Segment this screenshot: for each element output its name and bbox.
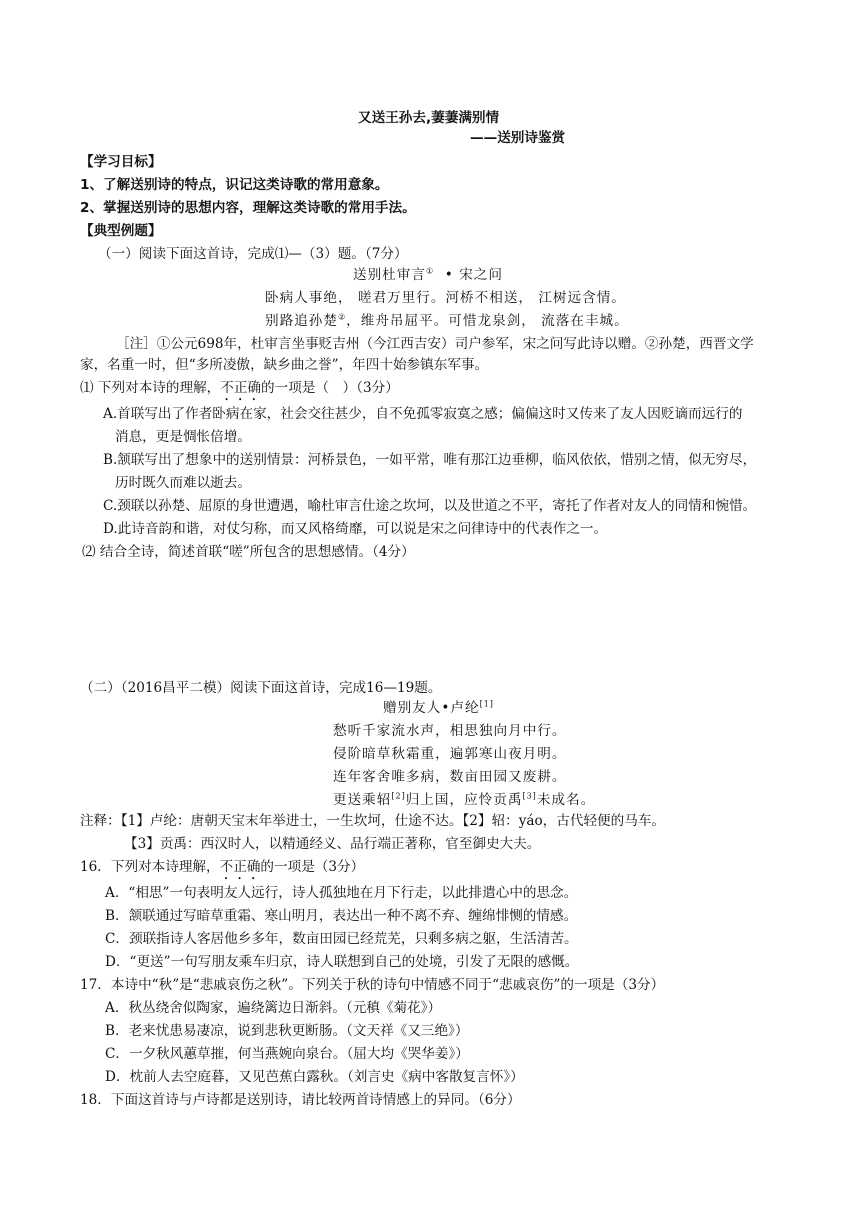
part1-poem-line-2: 别路追孙楚②，维舟吊屈平。可惜龙泉剑， 流落在丰城。 — [265, 312, 629, 329]
q1-option-a: A.首联写出了作者卧病在家，社会交往甚少，自不免孤零寂寞之感；偏偏这时又传来了友人因贬谪而远行的 — [103, 406, 743, 422]
part1-note-2: 家，名重一时，但“多所凌傲，缺乡曲之誉”，年四十始参镇东军事。 — [80, 357, 489, 373]
question-18: 18．下面这首诗与卢诗都是送别诗，请比较两首诗情感上的异同。（6分） — [80, 1092, 521, 1108]
q16-option-a: A．“相思”一句表明友人远行，诗人孤独地在月下行走，以此排遣心中的思念。 — [105, 885, 578, 901]
q16-option-d: D．“更送”一句写朋友乘车归京，诗人联想到自己的处境，引发了无限的感慨。 — [105, 954, 579, 970]
q17-option-c: C．一夕秋风蕙草摧，何当燕婉向泉台。（屈大均《哭华姜》） — [105, 1046, 469, 1062]
goal-item-1: 1、了解送别诗的特点，识记这类诗歌的常用意象。 — [80, 177, 389, 193]
page-subtitle: ——送别诗鉴赏 — [470, 130, 566, 146]
part2-note-2: 【3】贡禹：西汉时人，以精通经义、品行端正著称，官至御史大夫。 — [124, 836, 541, 852]
q16-option-c: C．颈联指诗人客居他乡多年，数亩田园已经荒芜，只剩多病之躯，生活清苦。 — [105, 931, 578, 947]
question-1: ⑴ 下列对本诗的理解，不正确的一项是（ ）（3分） — [80, 380, 399, 396]
part1-intro: （一）阅读下面这首诗，完成⑴—（3）题。（7分） — [98, 246, 408, 262]
part2-poem-title: 赠别友人•卢纶[1] — [383, 699, 494, 716]
q1-option-d: D.此诗音韵和谐，对仗匀称，而又风格绮靡，可以说是宋之问律诗中的代表作之一。 — [103, 521, 608, 537]
part2-intro: （二）（2016昌平二模）阅读下面这首诗，完成16—19题。 — [80, 680, 442, 696]
examples-heading: 【典型例题】 — [80, 223, 162, 239]
question-16: 16．下列对本诗理解，不正确的一项是（3分） — [80, 859, 365, 875]
q1-option-a-cont: 消息，更是惆怅倍增。 — [115, 429, 251, 445]
part1-poem-line-1: 卧病人事绝， 嗟君万里行。河桥不相送， 江树远含情。 — [265, 290, 626, 306]
goals-heading: 【学习目标】 — [80, 154, 162, 170]
q17-option-d: D．枕前人去空庭暮，又见芭蕉白露秋。（刘言史《病中客散复言怀》） — [105, 1069, 524, 1085]
q17-option-b: B．老来忧患易凄凉，说到悲秋更断肠。（文天祥《又三绝》） — [105, 1023, 469, 1039]
q1-option-b: B.颔联写出了想象中的送别情景：河桥景色，一如平常，唯有那江边垂柳，临风依依，惜别之情，似无穷尽， — [103, 452, 757, 468]
q16-option-b: B．颔联通过写暗草重霜、寒山明月，表达出一种不离不弃、缠绵悱恻的情感。 — [105, 908, 578, 924]
part2-poem-line-2: 侵阶暗草秋霜重，遍郭寒山夜月明。 — [333, 746, 567, 762]
part2-note-1: 注释：【1】卢纶：唐朝天宝末年举进士，一生坎坷，仕途不达。【2】轺：yáo，古代轻便的马车。 — [80, 813, 666, 829]
page-title: 又送王孙去,萋萋满别情 — [358, 110, 500, 126]
q17-option-a: A．秋丛绕舍似陶家，遍绕篱边日渐斜。（元稹《菊花》） — [105, 1000, 442, 1016]
part2-poem-line-1: 愁听千家流水声，相思独向月中行。 — [333, 723, 567, 739]
part2-poem-line-4: 更送乘轺[2]归上国，应怜贡禹[3]未成名。 — [333, 791, 596, 808]
goal-item-2: 2、掌握送别诗的思想内容，理解这类诗歌的常用手法。 — [80, 200, 416, 216]
question-2: ⑵ 结合全诗，简述首联“嗟”所包含的思想感情。（4分） — [82, 544, 415, 560]
part1-poem-title: 送别杜审言① • 宋之问 — [353, 266, 503, 283]
q1-option-b-cont: 历时既久而难以逝去。 — [115, 475, 251, 491]
question-17: 17．本诗中“秋”是“悲戚哀伤之秋”。下列关于秋的诗句中情感不同于“悲戚哀伤”的一项是（3分） — [80, 977, 665, 993]
part1-note-1: ［注］①公元698年，杜审言坐事贬吉州（今江西吉安）司户参军，宋之问写此诗以赠。②孙楚，西晋文学 — [116, 336, 754, 352]
part2-poem-line-3: 连年客舍唯多病，数亩田园又废耕。 — [333, 769, 567, 785]
q1-option-c: C.颈联以孙楚、屈原的身世遭遇，喻杜审言仕途之坎坷，以及世道之不平，寄托了作者对友人的同情和惋惜。 — [103, 498, 757, 514]
